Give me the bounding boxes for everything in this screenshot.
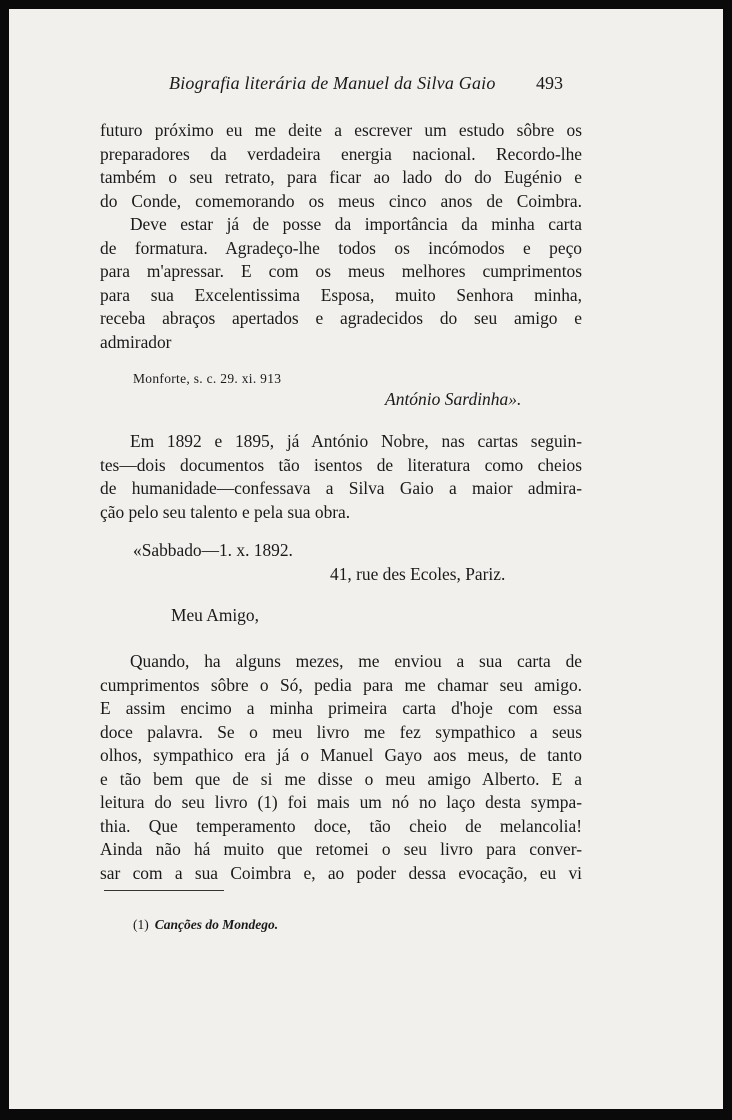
text-line: para sua Excelentissima Esposa, muito Senhora minha, xyxy=(100,284,582,305)
intro-paragraph xyxy=(100,430,582,524)
text-line: de humanidade—confessava a Silva Gaio a maior admira- xyxy=(100,478,582,498)
footnote xyxy=(133,917,278,933)
letter1-paragraph-2 xyxy=(100,213,582,354)
text-line: ção pelo seu talento e pela sua obra. xyxy=(100,501,351,522)
footnote-marker: (1) xyxy=(133,917,149,932)
text-line: Deve estar já de posse da importância da minha carta xyxy=(130,214,582,234)
text-line: de formatura. Agradeço-lhe todos os incómodos e peço xyxy=(100,237,582,258)
letter2-address: 41, rue des Ecoles, Pariz. xyxy=(330,564,506,584)
text-line: e tão bem que de si me disse o meu amigo Alberto. E a xyxy=(100,768,582,789)
letter1-paragraph-1 xyxy=(100,119,582,213)
letter2-date: «Sabbado—1. x. 1892. xyxy=(133,540,293,560)
text-line: leitura do seu livro (1) foi mais um nó no laço desta sympa- xyxy=(100,792,582,812)
text-line: thia. Que temperamento doce, tão cheio de melancolia! xyxy=(100,815,582,836)
running-title: Biografia literária de Manuel da Silva Gaio xyxy=(169,73,496,93)
text-line: futuro próximo eu me deite a escrever um estudo sôbre os xyxy=(100,120,582,140)
letter1-signature: António Sardinha». xyxy=(385,389,522,409)
text-line: Ainda não há muito que retomei o seu livro para conver- xyxy=(100,839,582,859)
text-line: cumprimentos sôbre o Só, pedia para me chamar seu amigo. xyxy=(100,674,582,695)
text-line: admirador xyxy=(100,331,172,352)
text-line: também o seu retrato, para ficar ao lado do do Eugénio e xyxy=(100,167,582,187)
text-line: doce palavra. Se o meu livro me fez sympathico a seus xyxy=(100,721,582,742)
text-line: sar com a sua Coimbra e, ao poder dessa evocação, eu vi xyxy=(100,862,582,883)
text-line: Em 1892 e 1895, já António Nobre, nas cartas seguin- xyxy=(130,431,582,451)
text-line: tes—dois documentos tão isentos de literatura como cheios xyxy=(100,454,582,475)
text-line: E assim encimo a minha primeira carta d'hoje com essa xyxy=(100,698,582,718)
letter2-salutation: Meu Amigo, xyxy=(171,605,259,625)
text-line: receba abraços apertados e agradecidos do seu amigo e xyxy=(100,308,582,328)
text-line: para m'apressar. E com os meus melhores cumprimentos xyxy=(100,261,582,281)
letter2-body xyxy=(100,650,582,885)
letter1-dateline: Monforte, s. c. 29. xi. 913 xyxy=(133,371,282,386)
text-line: do Conde, comemorando os meus cinco anos de Coimbra. xyxy=(100,190,582,211)
text-line: Quando, ha alguns mezes, me enviou a sua carta de xyxy=(130,651,582,671)
text-line: preparadores da verdadeira energia nacional. Recordo-lhe xyxy=(100,143,582,164)
footnote-rule xyxy=(104,890,224,891)
footnote-title: Canções do Mondego. xyxy=(154,917,279,932)
page-header xyxy=(9,73,723,103)
page-number: 493 xyxy=(536,73,563,93)
book-page xyxy=(9,9,723,1109)
letter1-body xyxy=(100,119,582,354)
text-line: olhos, sympathico era já o Manuel Gayo aos meus, de tanto xyxy=(100,745,582,765)
